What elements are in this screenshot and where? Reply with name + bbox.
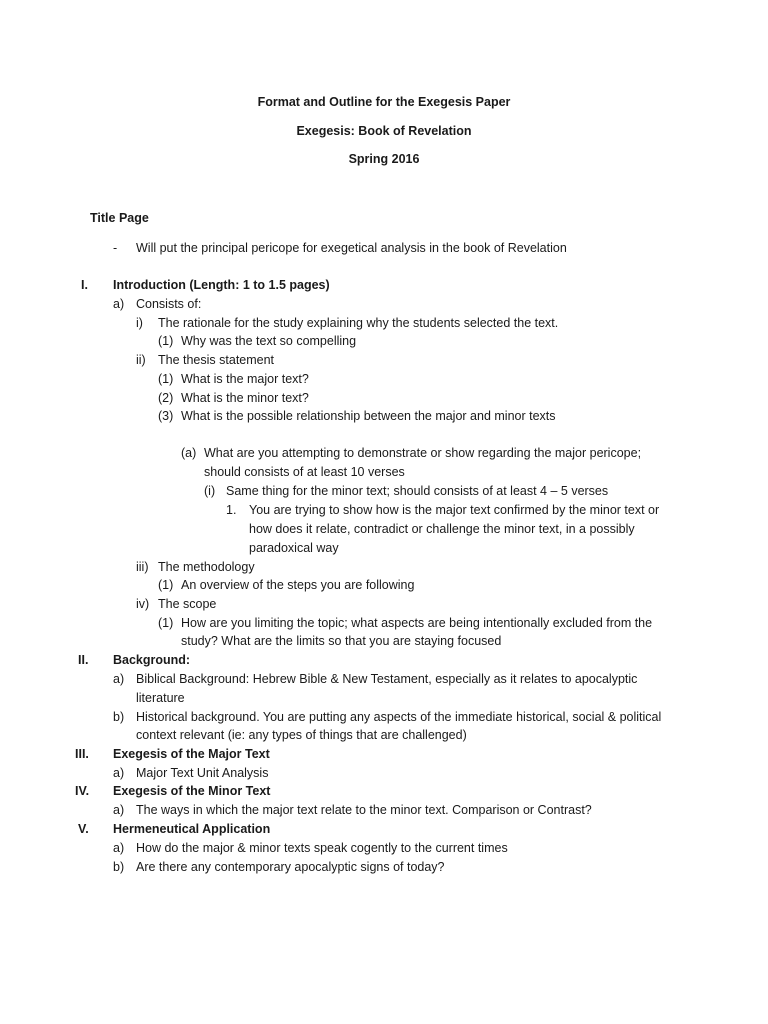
outline-marker: a) bbox=[113, 297, 125, 311]
outline-marker: b) bbox=[113, 860, 125, 874]
outline-item: should consists of at least 10 verses bbox=[204, 465, 405, 479]
outline-item: The scope bbox=[158, 597, 217, 611]
outline-item: Historical background. You are putting any aspects of the immediate historical, social & political bbox=[136, 710, 662, 724]
outline-item: What are you attempting to demonstrate or show regarding the major pericope; bbox=[204, 446, 642, 460]
document-subtitle: Exegesis: Book of Revelation bbox=[296, 124, 472, 138]
outline-marker: 1. bbox=[226, 503, 237, 517]
outline-marker: (1) bbox=[158, 616, 174, 630]
outline-marker: a) bbox=[113, 672, 125, 686]
outline-item: how does it relate, contradict or challenge the minor text, in a possibly bbox=[249, 522, 635, 536]
bullet-marker: - bbox=[113, 241, 118, 255]
outline-marker: i) bbox=[136, 316, 143, 330]
document-title: Format and Outline for the Exegesis Paper bbox=[257, 95, 511, 109]
outline-item: The rationale for the study explaining why the students selected the text. bbox=[158, 316, 559, 330]
outline-marker: a) bbox=[113, 841, 125, 855]
outline-item: paradoxical way bbox=[249, 541, 339, 555]
section-numeral: IV. bbox=[75, 784, 90, 798]
outline-item: literature bbox=[136, 691, 185, 705]
section-heading-hermeneutical: Hermeneutical Application bbox=[113, 822, 271, 836]
section-heading-major-text: Exegesis of the Major Text bbox=[113, 747, 270, 761]
section-heading-minor-text: Exegesis of the Minor Text bbox=[113, 784, 271, 798]
outline-item: Same thing for the minor text; should consists of at least 4 – 5 verses bbox=[226, 484, 609, 498]
outline-marker: (3) bbox=[158, 409, 174, 423]
section-heading-background: Background: bbox=[113, 653, 191, 667]
outline-item: What is the possible relationship between the major and minor texts bbox=[181, 409, 556, 423]
section-numeral: III. bbox=[75, 747, 89, 761]
outline-item: Consists of: bbox=[136, 297, 202, 311]
outline-marker: a) bbox=[113, 803, 125, 817]
outline-item: How do the major & minor texts speak cogently to the current times bbox=[136, 841, 508, 855]
outline-marker: iv) bbox=[136, 597, 150, 611]
outline-item: Biblical Background: Hebrew Bible & New Testament, especially as it relates to apocalyptic bbox=[136, 672, 638, 686]
outline-item: How are you limiting the topic; what aspects are being intentionally excluded from the bbox=[181, 616, 653, 630]
section-numeral: II. bbox=[78, 653, 89, 667]
outline-marker: (1) bbox=[158, 372, 174, 386]
section-numeral: V. bbox=[78, 822, 89, 836]
outline-item: An overview of the steps you are following bbox=[181, 578, 415, 592]
outline-marker: (a) bbox=[181, 446, 197, 460]
title-page-heading: Title Page bbox=[90, 211, 149, 225]
section-heading-introduction: Introduction (Length: 1 to 1.5 pages) bbox=[113, 278, 330, 292]
document-term: Spring 2016 bbox=[348, 152, 420, 166]
outline-item: context relevant (ie: any types of things that are challenged) bbox=[136, 728, 467, 742]
outline-marker: ii) bbox=[136, 353, 146, 367]
outline-marker: iii) bbox=[136, 560, 149, 574]
outline-item: The ways in which the major text relate to the minor text. Comparison or Contrast? bbox=[136, 803, 592, 817]
title-page-item: Will put the principal pericope for exegetical analysis in the book of Revelation bbox=[136, 241, 567, 255]
outline-item: study? What are the limits so that you are staying focused bbox=[181, 634, 502, 648]
outline-item: What is the minor text? bbox=[181, 391, 309, 405]
outline-item: The methodology bbox=[158, 560, 255, 574]
outline-marker: (2) bbox=[158, 391, 174, 405]
outline-item: Why was the text so compelling bbox=[181, 334, 357, 348]
outline-item: You are trying to show how is the major text confirmed by the minor text or bbox=[249, 503, 660, 517]
outline-item: What is the major text? bbox=[181, 372, 309, 386]
outline-item: The thesis statement bbox=[158, 353, 275, 367]
outline-marker: (i) bbox=[204, 484, 216, 498]
section-numeral: I. bbox=[81, 278, 88, 292]
outline-marker: b) bbox=[113, 710, 125, 724]
outline-marker: (1) bbox=[158, 578, 174, 592]
outline-item: Major Text Unit Analysis bbox=[136, 766, 269, 780]
outline-item: Are there any contemporary apocalyptic signs of today? bbox=[136, 860, 445, 874]
outline-marker: (1) bbox=[158, 334, 174, 348]
outline-marker: a) bbox=[113, 766, 125, 780]
